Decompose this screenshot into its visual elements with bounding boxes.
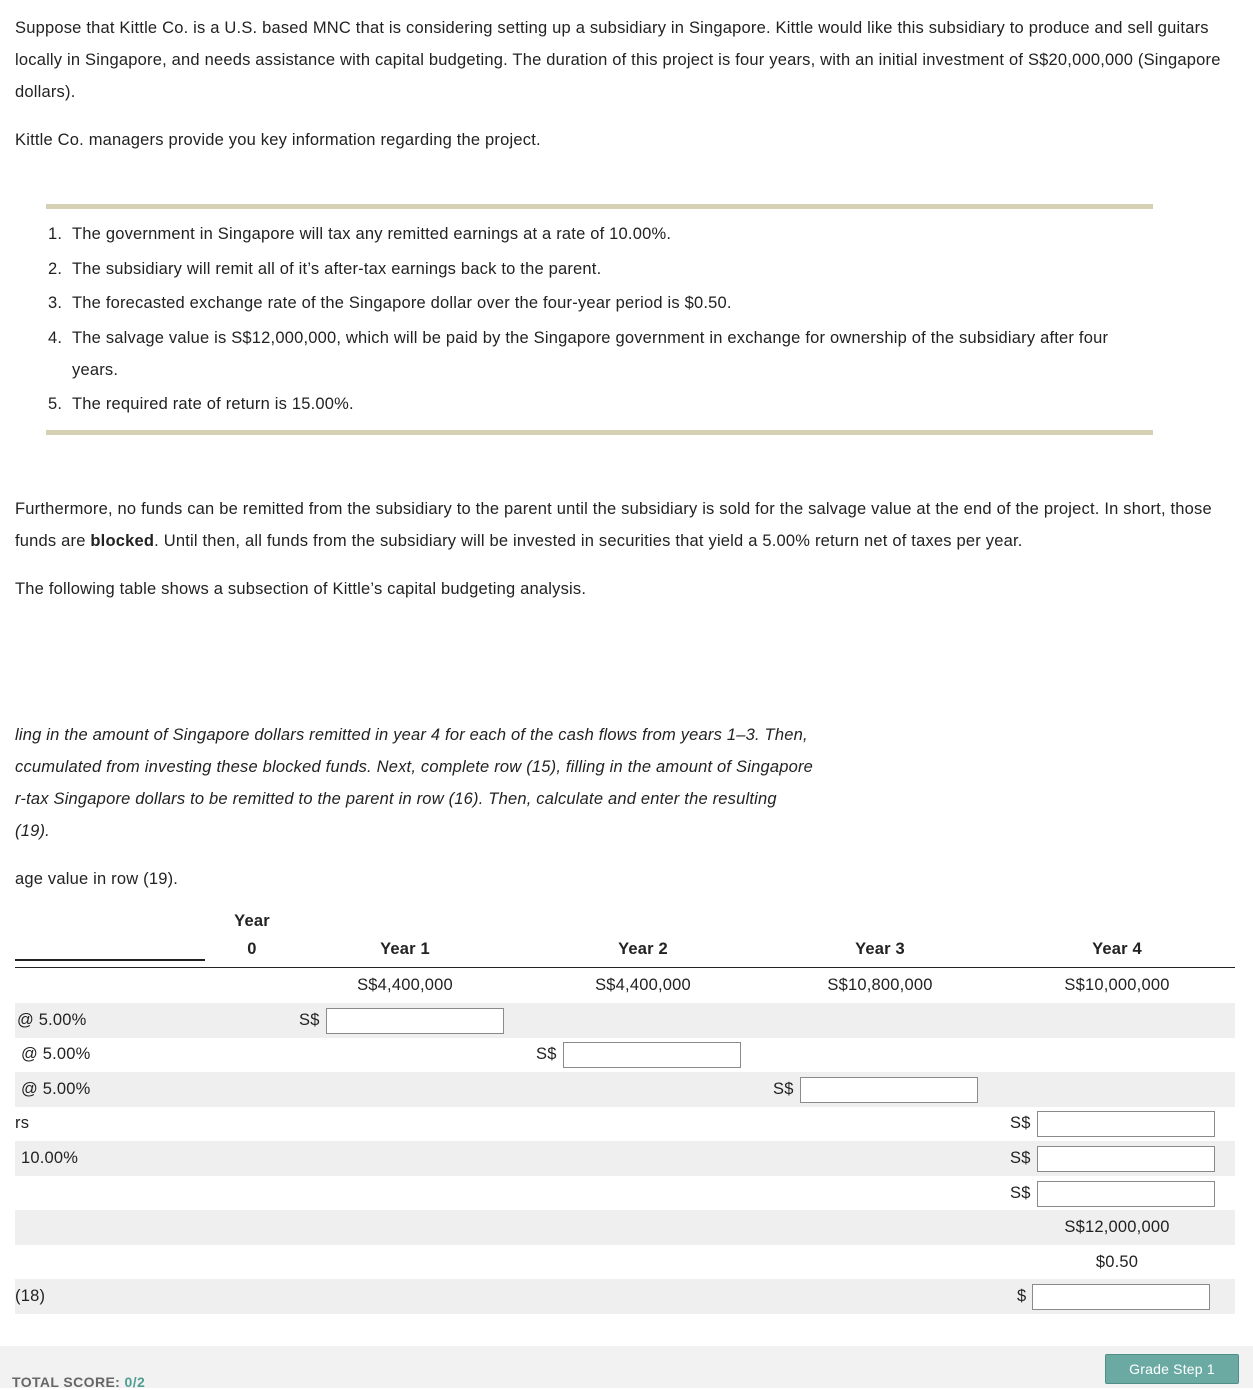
table-row (15, 1037, 1235, 1072)
list-item: 2. The subsidiary will remit all of it’s after-tax earnings back to the parent. (48, 259, 602, 278)
currency-label: S$ (1010, 1184, 1031, 1202)
table-row (15, 1072, 1235, 1107)
total-score: TOTAL SCORE: 0/2 (12, 1374, 146, 1390)
year3-remitted-input[interactable] (800, 1077, 978, 1103)
list-item: 4. The salvage value is S$12,000,000, which will be paid by the Singapore government in exchange for ownership of the subsidiary after four years. (48, 328, 1109, 379)
cash-flow-year-1: S$4,400,000 (357, 976, 453, 994)
header-year-3: Year 3 (855, 940, 905, 958)
row-label: rs (15, 1114, 30, 1132)
header-year-1: Year 1 (380, 940, 430, 958)
currency-label: S$ (1010, 1114, 1031, 1132)
instruction-line-5: age value in row (19). (15, 870, 179, 888)
currency-label: $ (1017, 1287, 1027, 1305)
table-row (15, 1106, 1235, 1141)
header-year-0-top: Year (234, 912, 270, 930)
table-row (15, 1176, 1235, 1211)
row-label: @ 5.00% (17, 1011, 87, 1029)
intro-note: Kittle Co. managers provide you key information regarding the project. (15, 131, 541, 149)
facts-top-rule (46, 204, 1153, 209)
table-intro: The following table shows a subsection of Kittle’s capital budgeting analysis. (15, 580, 587, 598)
withholding-tax-input[interactable] (1037, 1146, 1215, 1172)
blocked-funds-paragraph: Furthermore, no funds can be remitted from the subsidiary to the parent until the subsidiary is sold for the salvage value at the end of the project. In short, those funds are blocked. Until then, all funds from the subsidiary will be invested in securities that yield a 5.00% return net of taxes per year. (15, 500, 1212, 550)
row-label: 10.00% (21, 1149, 79, 1167)
exchange-rate: $0.50 (1095, 1253, 1139, 1271)
row-label: (18) (15, 1287, 46, 1305)
currency-label: S$ (1010, 1149, 1031, 1167)
label-column-rule (15, 959, 205, 961)
table-row (15, 968, 1235, 1003)
list-item: 5. The required rate of return is 15.00%. (48, 395, 354, 413)
currency-label: S$ (536, 1045, 557, 1063)
intro-paragraph: Suppose that Kittle Co. is a U.S. based MNC that is considering setting up a subsidiary in Singapore. Kittle would like this subsidiary to produce and sell guitars locally in Singapore, and needs assistance with capital budgeting. The duration of this project is four years, with an initial investment of S$20,000,000 (Singapore dollars). (15, 19, 1221, 101)
facts-bottom-rule (46, 430, 1153, 435)
cash-flow-year-2: S$4,400,000 (595, 976, 691, 994)
list-item: 1. The government in Singapore will tax any remitted earnings at a rate of 10.00%. (48, 225, 672, 243)
list-item: 3. The forecasted exchange rate of the Singapore dollar over the four-year period is $0.50. (48, 294, 732, 312)
table-row (15, 1003, 1235, 1038)
grade-step-button[interactable]: Grade Step 1 (1105, 1354, 1239, 1384)
table-row (15, 1210, 1235, 1245)
row-15-input[interactable] (1037, 1111, 1215, 1137)
currency-label: S$ (773, 1080, 794, 1098)
header-year-2: Year 2 (618, 940, 668, 958)
footer-bar (0, 1346, 1253, 1388)
instruction-line-4: (19). (15, 822, 50, 840)
year2-remitted-input[interactable] (563, 1042, 741, 1068)
table-row (15, 1245, 1235, 1280)
usd-cash-flow-input[interactable] (1032, 1284, 1210, 1310)
header-year-4: Year 4 (1092, 940, 1142, 958)
cash-flow-year-4: S$10,000,000 (1064, 976, 1170, 994)
after-tax-remitted-input[interactable] (1037, 1181, 1215, 1207)
table-row (15, 1141, 1235, 1176)
row-label: @ 5.00% (21, 1045, 91, 1063)
table-row (15, 1279, 1235, 1314)
year1-remitted-input[interactable] (326, 1008, 504, 1034)
key-facts-list (48, 218, 1138, 423)
instruction-line-2: ccumulated from investing these blocked funds. Next, complete row (15), filling in the amount of Singapore (15, 758, 814, 776)
cash-flow-year-3: S$10,800,000 (827, 976, 933, 994)
row-label: @ 5.00% (21, 1080, 91, 1098)
header-year-0-bottom: 0 (247, 940, 257, 958)
salvage-value: S$12,000,000 (1064, 1218, 1170, 1236)
instruction-line-3: r-tax Singapore dollars to be remitted to the parent in row (16). Then, calculate and enter the resulting (15, 790, 777, 808)
instruction-line-1: ling in the amount of Singapore dollars remitted in year 4 for each of the cash flows from years 1–3. Then, (15, 726, 808, 744)
currency-label: S$ (299, 1011, 320, 1029)
